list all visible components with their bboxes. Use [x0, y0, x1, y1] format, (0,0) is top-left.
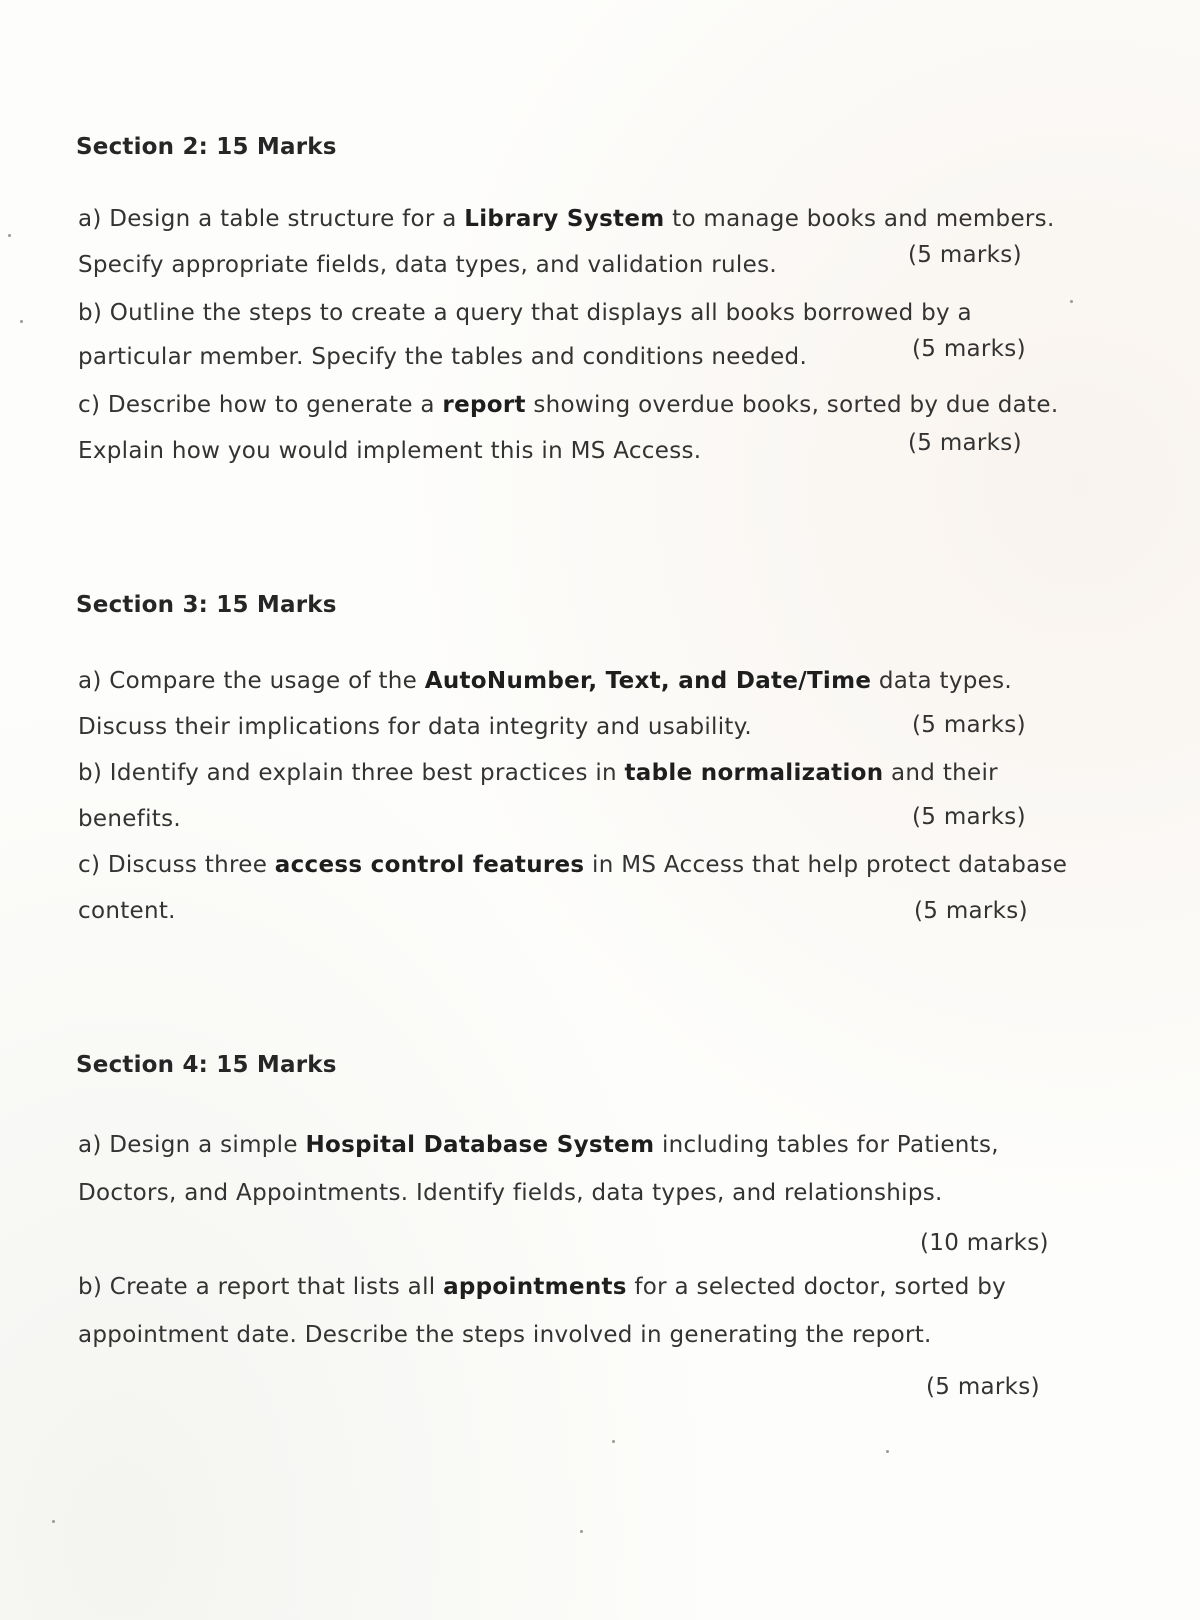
- section-4-question-a-line-1: a) Design a simple Hospital Database System including tables for Patients,: [78, 1132, 999, 1158]
- section-4-question-b-marks: (5 marks): [926, 1374, 1040, 1400]
- section-4-question-b-line-2: appointment date. Describe the steps involved in generating the report.: [78, 1322, 932, 1348]
- section-2-question-b-line-2: particular member. Specify the tables and conditions needed.: [78, 344, 808, 370]
- section-3-question-c-line-2: content.: [78, 898, 176, 924]
- scan-speck: [8, 234, 11, 237]
- section-2-question-a-line-1: a) Design a table structure for a Library System to manage books and members.: [78, 206, 1055, 232]
- scan-speck: [52, 1520, 55, 1523]
- scan-speck: [886, 1450, 889, 1453]
- section-2-question-a-line-2: Specify appropriate fields, data types, and validation rules.: [78, 252, 777, 278]
- scan-speck: [1070, 300, 1073, 303]
- section-3-question-c-marks: (5 marks): [914, 898, 1028, 924]
- scan-speck: [580, 1530, 583, 1533]
- section-2-question-a-marks: (5 marks): [908, 242, 1022, 268]
- section-3-question-a-marks: (5 marks): [912, 712, 1026, 738]
- section-2-question-b-line-1: b) Outline the steps to create a query that displays all books borrowed by a: [78, 300, 972, 326]
- section-2-question-c-line-1: c) Describe how to generate a report showing overdue books, sorted by due date.: [78, 392, 1059, 418]
- section-4-heading: Section 4: 15 Marks: [76, 1052, 337, 1078]
- section-2-heading: Section 2: 15 Marks: [76, 134, 337, 160]
- scan-speck: [612, 1440, 615, 1443]
- section-3-question-c-line-1: c) Discuss three access control features in MS Access that help protect database: [78, 852, 1068, 878]
- section-4-question-a-line-2: Doctors, and Appointments. Identify fields, data types, and relationships.: [78, 1180, 943, 1206]
- section-3-question-a-line-2: Discuss their implications for data integrity and usability.: [78, 714, 752, 740]
- section-3-question-b-line-2: benefits.: [78, 806, 181, 832]
- section-2-question-c-marks: (5 marks): [908, 430, 1022, 456]
- section-4-question-b-line-1: b) Create a report that lists all appointments for a selected doctor, sorted by: [78, 1274, 1007, 1300]
- section-3-heading: Section 3: 15 Marks: [76, 592, 337, 618]
- section-2-question-b-marks: (5 marks): [912, 336, 1026, 362]
- scan-speck: [20, 320, 23, 323]
- section-3-question-b-marks: (5 marks): [912, 804, 1026, 830]
- section-3-question-a-line-1: a) Compare the usage of the AutoNumber, Text, and Date/Time data types.: [78, 668, 1012, 694]
- section-3-question-b-line-1: b) Identify and explain three best practices in table normalization and their: [78, 760, 998, 786]
- section-4-question-a-marks: (10 marks): [920, 1230, 1049, 1256]
- section-2-question-c-line-2: Explain how you would implement this in MS Access.: [78, 438, 702, 464]
